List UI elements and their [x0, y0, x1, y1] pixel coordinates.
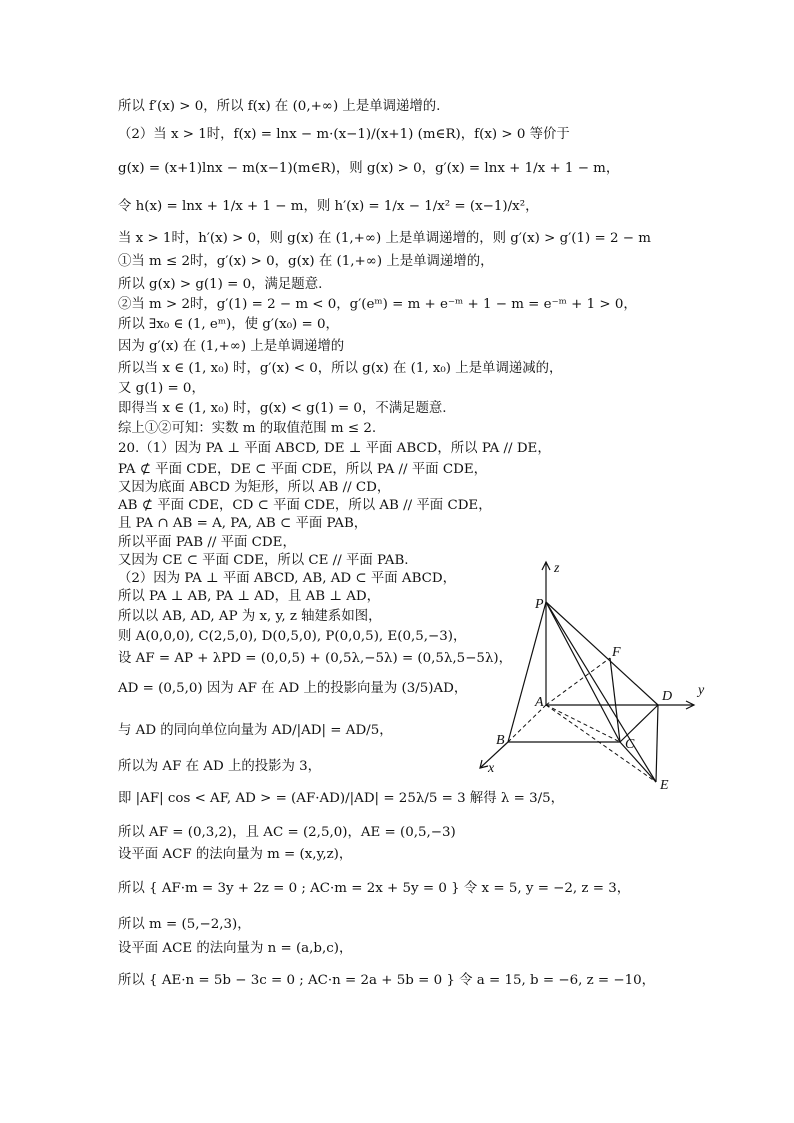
text-line: 所以当 x ∈ (1, x₀) 时，g′(x) < 0，所以 g(x) 在 (1, x₀) 上是单调递减的， — [118, 361, 563, 376]
text-line: 所以 f′(x) > 0，所以 f(x) 在 (0,+∞) 上是单调递增的. — [118, 99, 441, 114]
text-line: 令 h(x) = lnx + 1/x + 1 − m，则 h′(x) = 1/x − 1/x² = (x−1)/x²， — [118, 199, 539, 214]
text-line: 又因为底面 ABCD 为矩形，所以 AB // CD， — [118, 480, 391, 495]
label-y: y — [698, 683, 705, 698]
text-line: 所以 ∃x₀ ∈ (1, eᵐ)，使 g′(x₀) = 0， — [118, 317, 339, 332]
label-x: x — [488, 761, 495, 776]
text-line: 即 |AF| cos < AF, AD > = (AF·AD)/|AD| = 25λ/5 = 3 解得 λ = 3/5， — [118, 791, 565, 806]
text-line: 则 A(0,0,0), C(2,5,0), D(0,5,0), P(0,0,5), E(0,5,−3)， — [118, 629, 467, 644]
text-line: （2）因为 PA ⊥ 平面 ABCD, AB, AD ⊂ 平面 ABCD， — [118, 571, 457, 586]
text-line: 所以 { AE·n = 5b − 3c = 0 ; AC·n = 2a + 5b = 0 } 令 a = 15, b = −6, z = −10， — [118, 973, 656, 988]
text-line: AB ⊄ 平面 CDE，CD ⊂ 平面 CDE，所以 AB // 平面 CDE， — [118, 498, 492, 513]
text-line: 所以平面 PAB // 平面 CDE， — [118, 535, 296, 550]
text-line: ②当 m > 2时，g′(1) = 2 − m < 0，g′(eᵐ) = m + e⁻ᵐ + 1 − m = e⁻ᵐ + 1 > 0， — [118, 297, 637, 312]
edge-AE — [546, 705, 656, 782]
text-line: AD = (0,5,0) 因为 AF 在 AD 上的投影向量为 (3/5)AD， — [118, 681, 468, 696]
text-line: 设 AF = AP + λPD = (0,0,5) + (0,5λ,−5λ) = (0,5λ,5−5λ)， — [118, 651, 513, 666]
text-line: 因为 g′(x) 在 (1,+∞) 上是单调递增的 — [118, 339, 345, 354]
label-F: F — [612, 645, 621, 660]
text-line: 所以 g(x) > g(1) = 0，满足题意. — [118, 277, 323, 292]
text-line: g(x) = (x+1)lnx − m(x−1)(m∈R)，则 g(x) > 0，g′(x) = lnx + 1/x + 1 − m， — [118, 161, 620, 176]
text-line: 当 x > 1时，h′(x) > 0，则 g(x) 在 (1,+∞) 上是单调递增的，则 g′(x) > g′(1) = 2 − m — [118, 231, 651, 246]
text-line: 所以 PA ⊥ AB, PA ⊥ AD，且 AB ⊥ AD， — [118, 589, 381, 604]
label-B: B — [496, 733, 505, 748]
label-P: P — [535, 597, 544, 612]
edge-PB — [508, 602, 546, 742]
text-line: 所以 AF = (0,3,2)，且 AC = (2,5,0)，AE = (0,5,−3) — [118, 825, 456, 840]
text-line: PA ⊄ 平面 CDE，DE ⊂ 平面 CDE，所以 PA // 平面 CDE， — [118, 462, 488, 477]
edge-AF — [546, 658, 610, 705]
text-line: 所以为 AF 在 AD 上的投影为 3， — [118, 759, 322, 774]
label-D: D — [662, 689, 673, 704]
text-line: （2）当 x > 1时，f(x) = lnx − m·(x−1)/(x+1) (m∈R)，f(x) > 0 等价于 — [118, 127, 570, 142]
geometry-figure — [470, 548, 720, 798]
edge-PD — [546, 602, 658, 705]
text-line: 且 PA ∩ AB = A, PA, AB ⊂ 平面 PAB， — [118, 516, 368, 531]
text-line: 所以以 AB, AD, AP 为 x, y, z 轴建系如图， — [118, 609, 382, 624]
edge-AC — [546, 705, 620, 742]
label-C: C — [625, 737, 635, 752]
edge-PE — [546, 602, 656, 782]
text-line: 所以 m = (5,−2,3)， — [118, 917, 251, 932]
text-line: 又 g(1) = 0， — [118, 381, 205, 396]
text-line: 20.（1）因为 PA ⊥ 平面 ABCD, DE ⊥ 平面 ABCD，所以 PA // DE， — [118, 441, 551, 456]
edge-FC — [610, 658, 620, 742]
label-A: A — [535, 695, 544, 710]
text-line: 与 AD 的同向单位向量为 AD/|AD| = AD/5， — [118, 723, 393, 738]
text-line: 综上①②可知：实数 m 的取值范围 m ≤ 2. — [118, 421, 377, 436]
text-line: 设平面 ACF 的法向量为 m = (x,y,z)， — [118, 847, 353, 862]
edge-PC — [546, 602, 620, 742]
text-line: ①当 m ≤ 2时，g′(x) > 0，g(x) 在 (1,+∞) 上是单调递增的， — [118, 254, 494, 269]
text-line: 所以 { AF·m = 3y + 2z = 0 ; AC·m = 2x + 5y = 0 } 令 x = 5, y = −2, z = 3， — [118, 881, 631, 896]
text-line: 又因为 CE ⊂ 平面 CDE，所以 CE // 平面 PAB. — [118, 553, 409, 568]
edge-DE — [656, 705, 658, 782]
label-E: E — [660, 778, 669, 793]
edge-AB — [508, 705, 546, 742]
text-line: 即得当 x ∈ (1, x₀) 时，g(x) < g(1) = 0，不满足题意. — [118, 401, 447, 416]
label-z: z — [554, 561, 560, 576]
text-line: 设平面 ACE 的法向量为 n = (a,b,c)， — [118, 941, 353, 956]
